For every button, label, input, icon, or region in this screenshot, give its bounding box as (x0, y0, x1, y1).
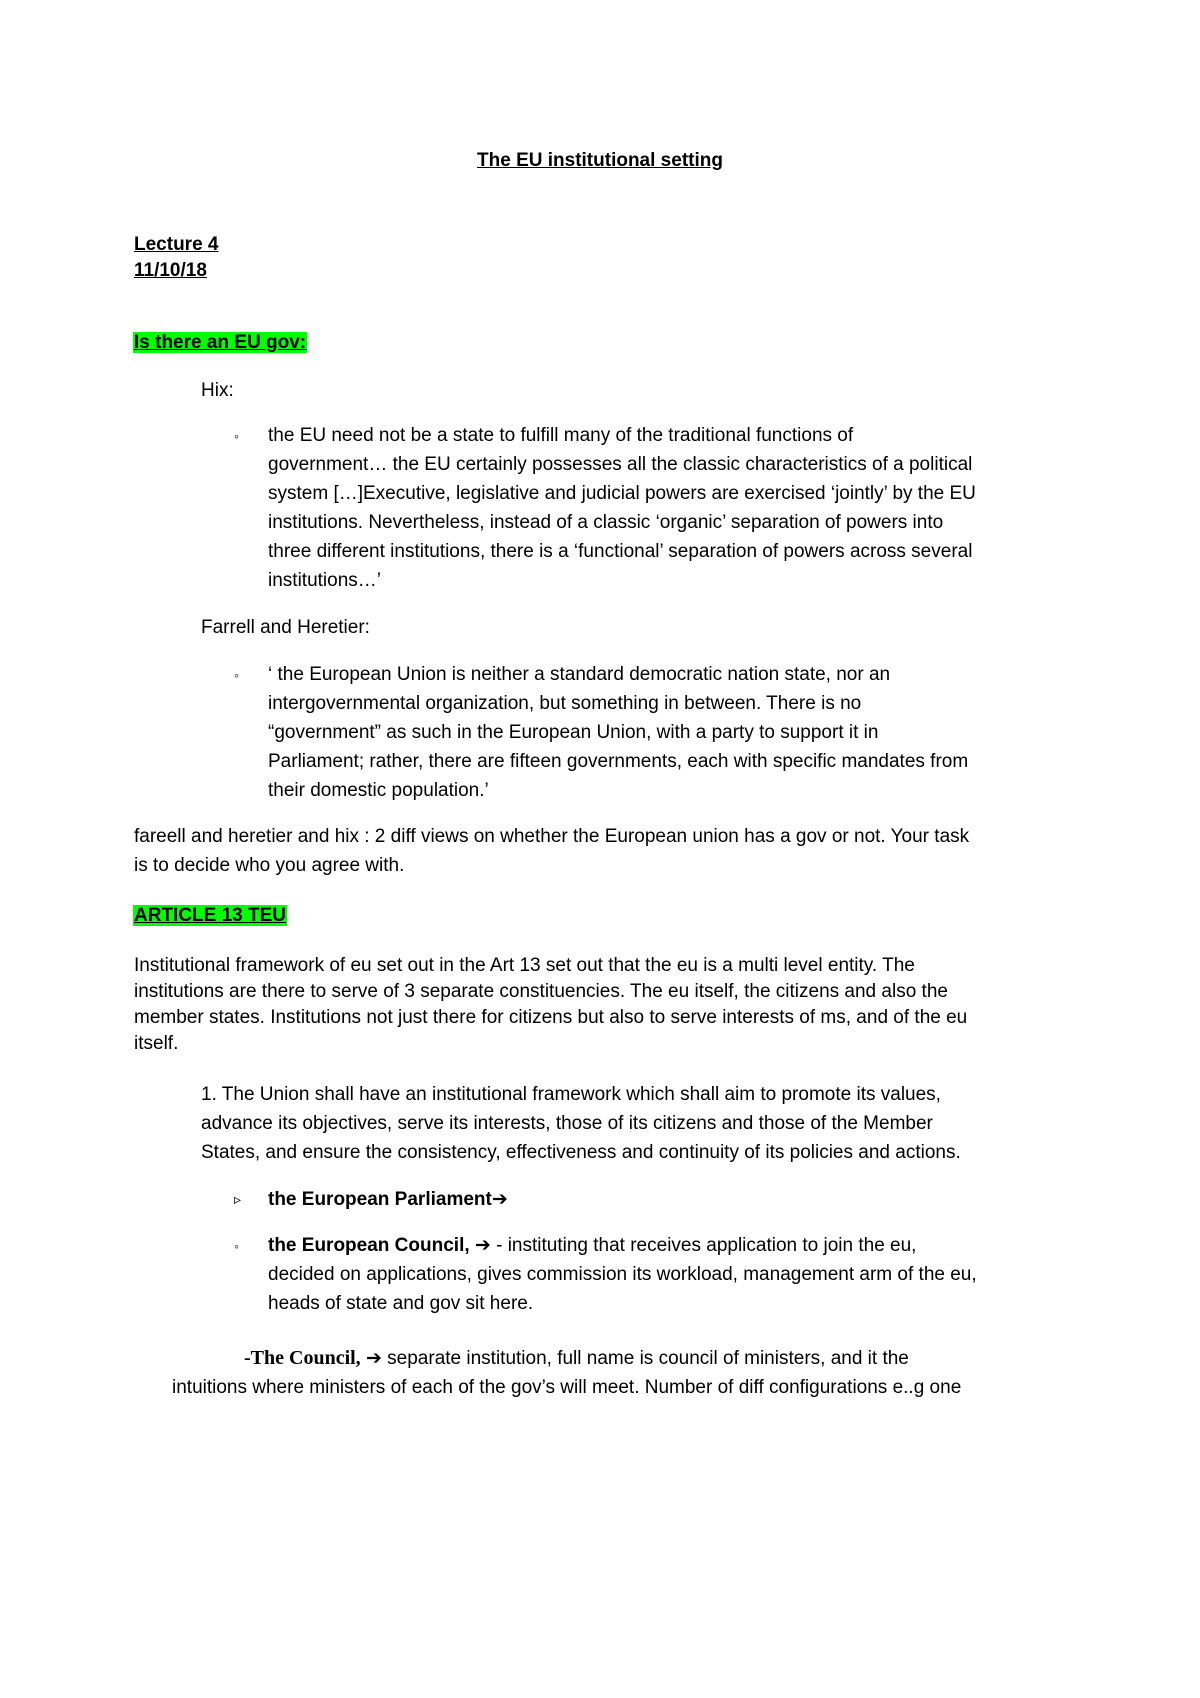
bullet-text: - instituting that receives application to join the eu, (490, 1235, 917, 1256)
highlighted-heading: ARTICLE 13 TEU (134, 905, 287, 926)
arrow-icon: ➔ (474, 1235, 491, 1256)
bullet-european-parliament (268, 1184, 508, 1215)
farrell-quote-line: Parliament; rather, there are fifteen governments, each with specific mandates from (268, 751, 969, 772)
council-paragraph-line-1 (244, 1343, 909, 1374)
hix-quote-line: system […]Executive, legislative and judicial powers are exercised ‘jointly’ by the EU (268, 483, 976, 504)
bullet-triangle-icon: ▹ (234, 1191, 242, 1207)
bullet-european-council (268, 1231, 977, 1318)
hix-quote-line: institutions. Nevertheless, instead of a classic ‘organic’ separation of powers into (268, 512, 944, 533)
farrell-quote-line: intergovernmental organization, but something in between. There is no (268, 693, 862, 714)
hix-quote (268, 421, 976, 595)
quote-line: 1. The Union shall have an institutional framework which shall aim to promote its values, (201, 1084, 941, 1105)
farrell-quote-line: “government” as such in the European Union, with a party to support it in (268, 722, 879, 743)
section-heading-article-13 (133, 900, 287, 931)
note-line: fareell and heretier and hix : 2 diff views on whether the European union has a gov or not. Your task (134, 826, 970, 847)
bullet-circle-icon: ◦ (234, 428, 239, 444)
bullet-circle-icon: ◦ (234, 1238, 239, 1254)
council-label: -The Council, (244, 1347, 361, 1369)
paragraph-line: institutions are there to serve of 3 separate constituencies. The eu itself, the citizens and also the (134, 981, 948, 1002)
farrell-quote (268, 660, 968, 805)
paragraph-line: Institutional framework of eu set out in the Art 13 set out that the eu is a multi level entity. The (134, 955, 915, 976)
page-title: The EU institutional setting (477, 150, 723, 171)
council-paragraph-line-2: intuitions where ministers of each of the gov’s will meet. Number of diff configurations e..g one (172, 1377, 962, 1398)
fareell-note (134, 822, 969, 880)
lecture-date: 11/10/18 (134, 260, 207, 281)
article-13-quote (201, 1080, 961, 1167)
arrow-icon: ➔ (491, 1189, 508, 1210)
hix-quote-line: government… the EU certainly possesses all the classic characteristics of a political (268, 454, 973, 475)
highlighted-heading: Is there an EU gov: (134, 332, 307, 353)
arrow-icon: ➔ (365, 1348, 382, 1369)
paragraph-line: member states. Institutions not just there for citizens but also to serve interests of ms, and of the eu (134, 1007, 968, 1028)
council-text: separate institution, full name is council of ministers, and it the (381, 1348, 909, 1369)
hix-label: Hix: (201, 380, 234, 401)
council-line: decided on applications, gives commission its workload, management arm of the eu, (268, 1264, 977, 1285)
quote-line: advance its objectives, serve its interests, those of its citizens and those of the Member (201, 1113, 933, 1134)
bullet-label: the European Parliament (268, 1189, 492, 1210)
hix-quote-line: three different institutions, there is a ‘functional’ separation of powers across several (268, 541, 973, 562)
bullet-circle-icon: ◦ (234, 667, 239, 683)
quote-line: States, and ensure the consistency, effectiveness and continuity of its policies and actions. (201, 1142, 961, 1163)
article-13-paragraph (134, 953, 967, 1057)
section-heading-eu-gov (133, 327, 307, 358)
council-line: heads of state and gov sit here. (268, 1293, 534, 1314)
hix-quote-line: the EU need not be a state to fulfill many of the traditional functions of (268, 425, 854, 446)
farrell-label: Farrell and Heretier: (201, 617, 370, 638)
paragraph-line: itself. (134, 1033, 179, 1054)
farrell-quote-line: ‘ the European Union is neither a standard democratic nation state, nor an (268, 664, 891, 685)
note-line: is to decide who you agree with. (134, 855, 405, 876)
lecture-label: Lecture 4 (134, 234, 219, 255)
hix-quote-line: institutions…’ (268, 570, 381, 591)
bullet-label: the European Council, (268, 1235, 470, 1256)
farrell-quote-line: their domestic population.’ (268, 780, 489, 801)
council-line (268, 1231, 977, 1260)
